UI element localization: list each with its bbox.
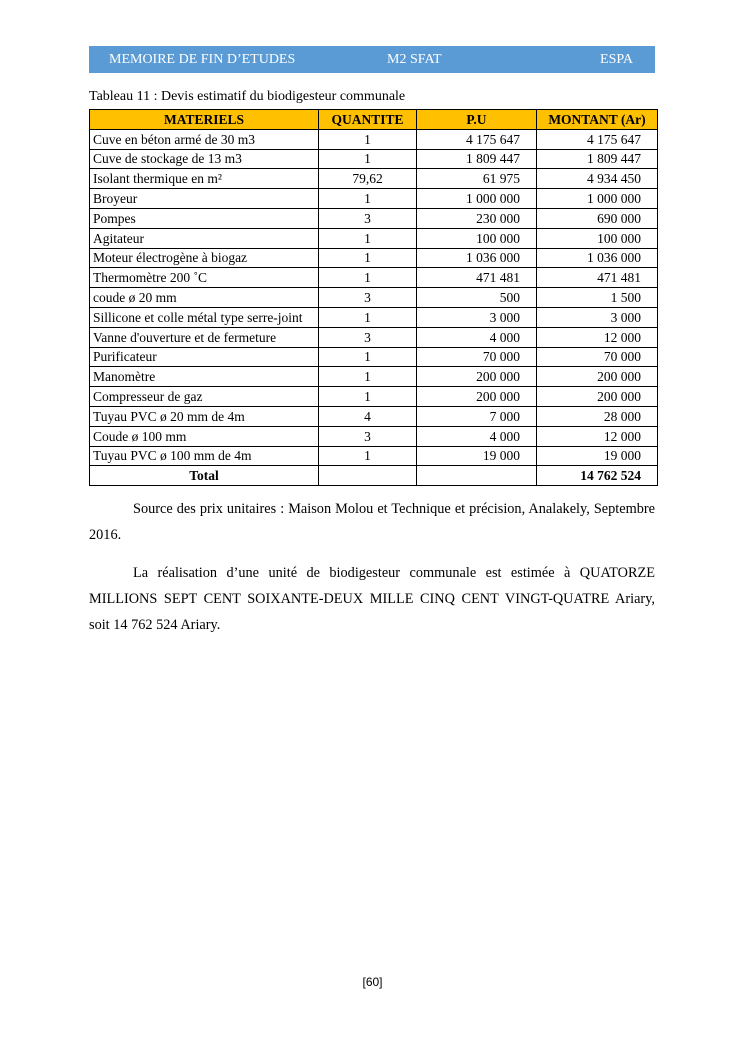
cell-materiel: Agitateur [90, 228, 319, 248]
cell-pu: 4 000 [417, 327, 537, 347]
estimate-table [89, 109, 658, 486]
cell-materiel: Broyeur [90, 189, 319, 209]
cell-montant: 471 481 [537, 268, 658, 288]
cell-pu: 3 000 [417, 307, 537, 327]
table-row [90, 367, 658, 387]
table-row [90, 129, 658, 149]
column-header-materiels: MATERIELS [90, 110, 319, 130]
cell-materiel: Vanne d'ouverture et de fermeture [90, 327, 319, 347]
cell-materiel: Coude ø 100 mm [90, 426, 319, 446]
cell-quantite: 3 [319, 288, 417, 308]
cell-quantite: 3 [319, 327, 417, 347]
table-row [90, 268, 658, 288]
cell-montant: 70 000 [537, 347, 658, 367]
cell-materiel: Sillicone et colle métal type serre-joint [90, 307, 319, 327]
table-row [90, 189, 658, 209]
source-text: Source des prix unitaires : Maison Molou et Technique et précision, Analakely, Septembre 2016. [89, 501, 655, 543]
cell-quantite: 1 [319, 189, 417, 209]
cell-montant: 12 000 [537, 327, 658, 347]
cell-pu: 7 000 [417, 406, 537, 426]
cell-materiel: Cuve en béton armé de 30 m3 [90, 129, 319, 149]
table-row [90, 426, 658, 446]
cell-montant: 3 000 [537, 307, 658, 327]
table-caption: Tableau 11 : Devis estimatif du biodigesteur communale [89, 89, 406, 104]
table-row [90, 406, 658, 426]
cell-quantite: 1 [319, 248, 417, 268]
cell-montant: 12 000 [537, 426, 658, 446]
table-body [90, 129, 658, 466]
cell-pu: 1 000 000 [417, 189, 537, 209]
cell-pu: 19 000 [417, 446, 537, 466]
cell-quantite: 1 [319, 228, 417, 248]
cell-materiel: Moteur électrogène à biogaz [90, 248, 319, 268]
cell-pu: 200 000 [417, 367, 537, 387]
cell-montant: 4 934 450 [537, 169, 658, 189]
cell-pu: 61 975 [417, 169, 537, 189]
cell-quantite: 1 [319, 268, 417, 288]
cell-quantite: 1 [319, 367, 417, 387]
cell-materiel: Tuyau PVC ø 100 mm de 4m [90, 446, 319, 466]
cell-quantite: 1 [319, 446, 417, 466]
column-header-montant: MONTANT (Ar) [537, 110, 658, 130]
source-paragraph [89, 496, 655, 548]
table-row [90, 387, 658, 407]
cell-quantite: 79,62 [319, 169, 417, 189]
cell-montant: 1 809 447 [537, 149, 658, 169]
total-label: Total [90, 466, 319, 486]
cell-pu: 4 000 [417, 426, 537, 446]
cell-montant: 1 036 000 [537, 248, 658, 268]
total-value: 14 762 524 [537, 466, 658, 486]
cell-quantite: 3 [319, 426, 417, 446]
cell-montant: 200 000 [537, 367, 658, 387]
cell-pu: 500 [417, 288, 537, 308]
cell-materiel: Manomètre [90, 367, 319, 387]
cell-quantite: 3 [319, 208, 417, 228]
cell-materiel: Thermomètre 200 ˚C [90, 268, 319, 288]
cell-materiel: coude ø 20 mm [90, 288, 319, 308]
table-row [90, 347, 658, 367]
table-row [90, 248, 658, 268]
table-row [90, 208, 658, 228]
cell-quantite: 4 [319, 406, 417, 426]
estimate-text: La réalisation d’une unité de biodigesteur communale est estimée à QUATORZE MILLIONS SEPT CENT SOIXANTE-DEUX MILLE CINQ CENT VINGT-QUATRE Ariary, soit 14 762 524 Ariary. [89, 565, 655, 633]
cell-pu: 1 036 000 [417, 248, 537, 268]
total-empty-cell [417, 466, 537, 486]
header-left-text: MEMOIRE DE FIN D’ETUDES [109, 52, 296, 67]
cell-materiel: Pompes [90, 208, 319, 228]
table-row [90, 307, 658, 327]
column-header-quantite: QUANTITE [319, 110, 417, 130]
cell-montant: 100 000 [537, 228, 658, 248]
page-header [89, 46, 655, 73]
cell-pu: 4 175 647 [417, 129, 537, 149]
cell-quantite: 1 [319, 307, 417, 327]
cell-materiel: Isolant thermique en m² [90, 169, 319, 189]
cell-quantite: 1 [319, 149, 417, 169]
cell-pu: 1 809 447 [417, 149, 537, 169]
table-row [90, 228, 658, 248]
cell-montant: 28 000 [537, 406, 658, 426]
estimate-paragraph [89, 560, 655, 638]
cell-montant: 1 500 [537, 288, 658, 308]
cell-materiel: Tuyau PVC ø 20 mm de 4m [90, 406, 319, 426]
table-row [90, 288, 658, 308]
total-empty-cell [319, 466, 417, 486]
cell-materiel: Cuve de stockage de 13 m3 [90, 149, 319, 169]
cell-montant: 200 000 [537, 387, 658, 407]
page-number: [60] [362, 975, 383, 989]
cell-quantite: 1 [319, 347, 417, 367]
table-row [90, 149, 658, 169]
table-row [90, 169, 658, 189]
table-row [90, 446, 658, 466]
total-row [90, 466, 658, 486]
column-header-pu: P.U [417, 110, 537, 130]
cell-materiel: Purificateur [90, 347, 319, 367]
cell-montant: 1 000 000 [537, 189, 658, 209]
cell-pu: 70 000 [417, 347, 537, 367]
cell-quantite: 1 [319, 387, 417, 407]
table-row [90, 327, 658, 347]
cell-montant: 19 000 [537, 446, 658, 466]
cell-pu: 230 000 [417, 208, 537, 228]
header-center-text: M2 SFAT [387, 52, 442, 67]
cell-montant: 690 000 [537, 208, 658, 228]
cell-montant: 4 175 647 [537, 129, 658, 149]
cell-pu: 200 000 [417, 387, 537, 407]
cell-materiel: Compresseur de gaz [90, 387, 319, 407]
header-right-text: ESPA [600, 52, 633, 67]
cell-pu: 471 481 [417, 268, 537, 288]
cell-quantite: 1 [319, 129, 417, 149]
cell-pu: 100 000 [417, 228, 537, 248]
table-header-row [90, 110, 658, 130]
